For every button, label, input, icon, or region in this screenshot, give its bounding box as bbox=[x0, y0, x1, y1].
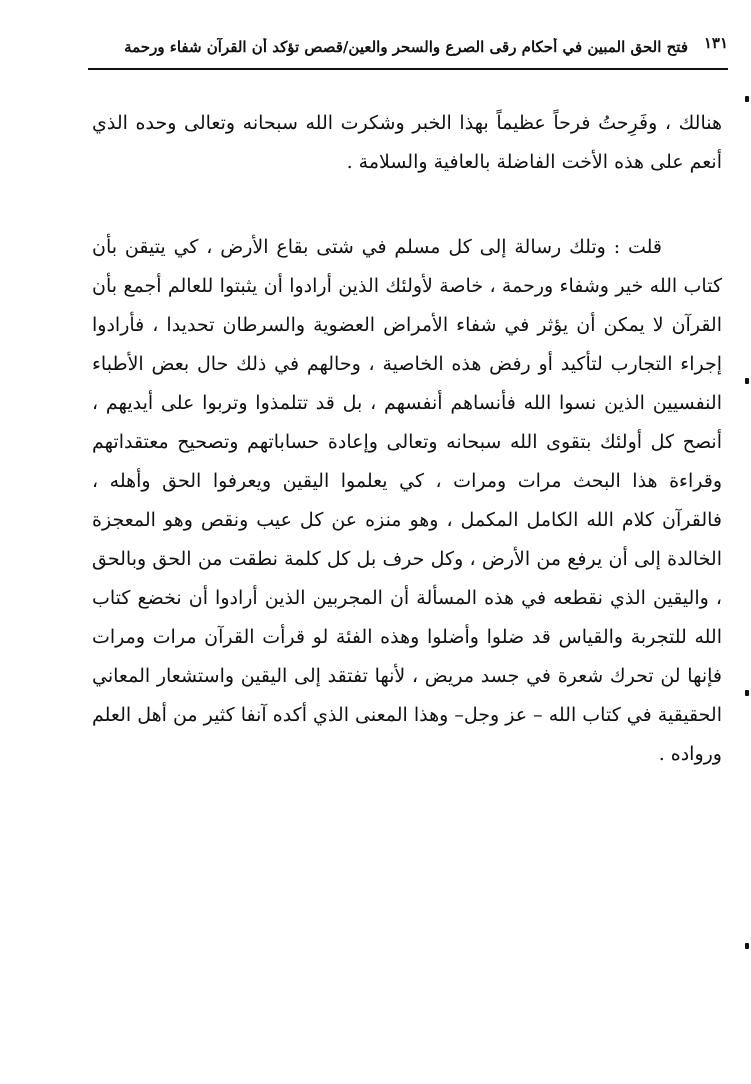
running-title: فتح الحق المبين في أحكام رقى الصرع والسحر والعين/قصص تؤكد أن القرآن شفاء ورحمة bbox=[124, 38, 688, 56]
margin-mark bbox=[745, 378, 749, 384]
page-header bbox=[88, 30, 728, 70]
header-rule bbox=[88, 68, 728, 70]
margin-mark bbox=[745, 943, 749, 949]
paragraph-text: قلت : وتلك رسالة إلى كل مسلم في شتى بقاع الأرض ، كي يتيقن بأن كتاب الله خير وشفاء ورحمة ، خاصة لأولئك الذين أرادوا أن يثبتوا للعالم أجمع بأن القرآن لا يمكن أن يؤثر في شفاء الأمراض العضوية والسرطان تحديدا ، فأرادوا إجراء التجارب لتأكيد أو رفض هذه الخاصية ، وحالهم في ذلك حال بعض الأطباء النفسيين الذين نسوا الله فأنساهم أنفسهم ، بل قد تتلمذوا وتربوا على أيديهم ، أنصح كل أولئك بتقوى الله سبحانه وتعالى وإعادة حساباتهم وتصحيح معتقداتهم وقراءة هذا البحث مرات ومرات ، كي يعلموا اليقين ويعرفوا الحق وأهله ، فالقرآن كلام الله الكامل المكمل ، وهو منزه عن كل عيب ونقص وهو المعجزة الخالدة إلى أن يرفع من الأرض ، وكل حرف بل كل كلمة نطقت من الحق وبالحق ، واليقين الذي نقطعه في هذه المسألة أن المجربين الذين أرادوا أن نخضع كتاب الله للتجربة والقياس قد ضلوا وأضلوا وهذه الفئة لو قرأت القرآن مرات ومرات فإنها لن تحرك شعرة في جسد مريض ، لأنها تفتقد إلى اليقين واستشعار المعاني الحقيقية في كتاب الله – عز وجل– وهذا المعنى الذي أكده آنفا كثير من أهل العلم ورواده . bbox=[92, 236, 723, 765]
paragraph-continuation bbox=[92, 104, 722, 182]
margin-mark bbox=[745, 96, 749, 102]
page-number: ١٣١ bbox=[703, 34, 728, 52]
paragraph-main bbox=[92, 228, 722, 774]
paragraph-text: هنالك ، وفَرِحتُ فرحاً عظيماً بهذا الخبر وشكرت الله سبحانه وتعالى وحده الذي أنعم على هذه الأخت الفاضلة بالعافية والسلامة . bbox=[92, 112, 722, 173]
margin-mark bbox=[745, 690, 749, 696]
